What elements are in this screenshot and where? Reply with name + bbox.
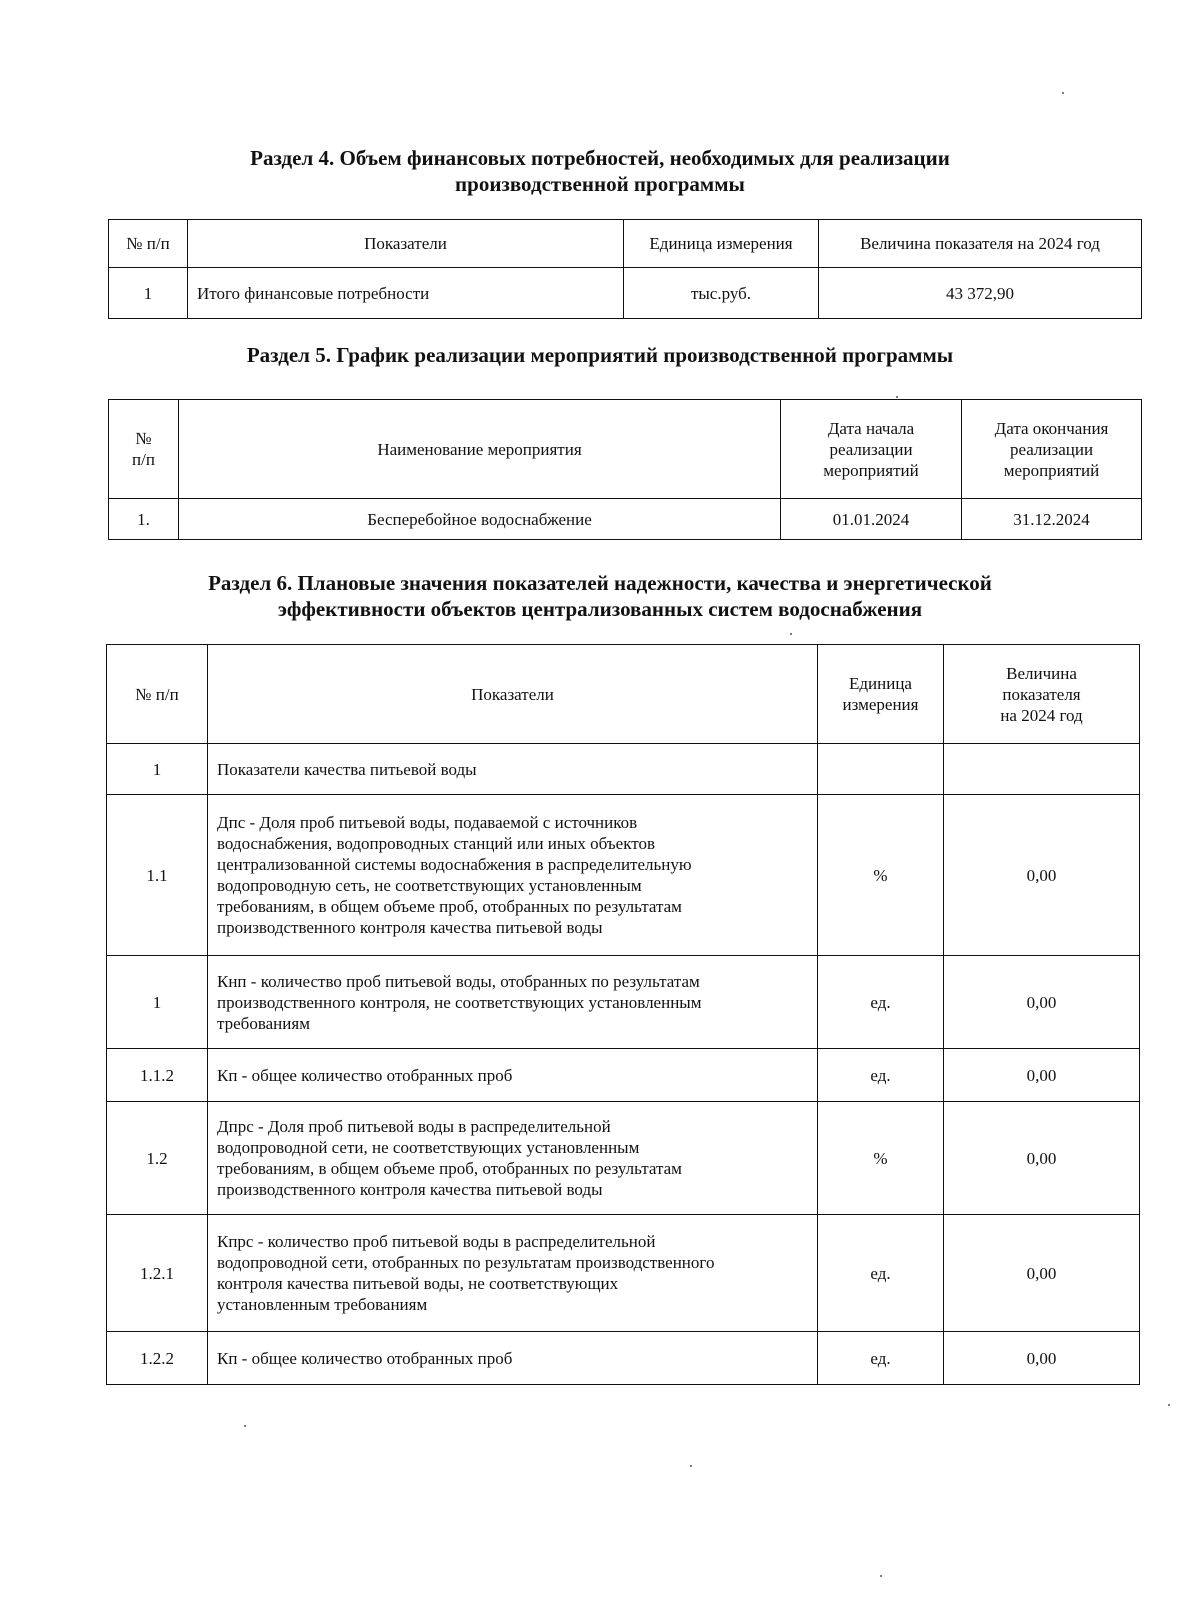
section4-title <box>100 145 1100 197</box>
section5-header-num <box>109 400 179 499</box>
header-end-line: реализации <box>1009 439 1094 459</box>
table-row <box>109 268 1142 319</box>
header-unit-line: измерения <box>842 695 919 714</box>
row-unit: ед. <box>818 956 944 1049</box>
scan-speck <box>880 1575 882 1577</box>
section6-header-num: № п/п <box>107 645 208 744</box>
indicator-line: контроля качества питьевой воды, не соответствующих <box>217 1274 619 1293</box>
section6-title-line1: Раздел 6. Плановые значения показателей надежности, качества и энергетической <box>208 571 992 595</box>
row-indicator <box>208 956 818 1049</box>
row-num: 1.2.2 <box>107 1332 208 1385</box>
row-num: 1. <box>109 499 179 540</box>
row-num: 1.1 <box>107 795 208 956</box>
row-indicator <box>208 1102 818 1215</box>
section4-table <box>108 219 1142 319</box>
row-indicator <box>208 744 818 795</box>
indicator-line: требованиям <box>217 1013 310 1033</box>
row-num: 1.2.1 <box>107 1215 208 1332</box>
section5-header-end <box>962 400 1142 499</box>
section5-header-start <box>781 400 962 499</box>
table-row <box>107 1332 1140 1385</box>
table-row <box>107 956 1140 1049</box>
section6-title-line2: эффективности объектов централизованных систем водоснабжения <box>277 597 923 621</box>
row-start-date: 01.01.2024 <box>781 499 962 540</box>
indicator-line: водоснабжения, водопроводных станций или иных объектов <box>217 834 655 853</box>
section5-header-row <box>109 400 1142 499</box>
row-unit: тыс.руб. <box>624 268 819 319</box>
table-row <box>107 1215 1140 1332</box>
section6-title <box>100 570 1100 622</box>
scan-speck <box>896 396 898 398</box>
indicator-line: Дпрс - Доля проб питьевой воды в распределительной <box>217 1117 611 1136</box>
section6-header-indicator: Показатели <box>208 645 818 744</box>
section4-header-unit: Единица измерения <box>624 220 819 268</box>
row-num: 1 <box>109 268 188 319</box>
header-start-line: Дата начала <box>827 418 915 438</box>
scan-speck <box>1062 92 1064 94</box>
header-value-line: Величина <box>1006 663 1077 683</box>
row-indicator <box>208 1049 818 1102</box>
table-row <box>107 1102 1140 1215</box>
indicator-line: Кп - общее количество отобранных проб <box>217 1348 513 1368</box>
row-value <box>944 744 1140 795</box>
header-end-line: мероприятий <box>1003 460 1100 480</box>
scan-speck <box>244 1425 246 1427</box>
indicator-line: требованиям, в общем объеме проб, отобранных по результатам <box>217 897 682 916</box>
row-value: 0,00 <box>944 1332 1140 1385</box>
header-num-line: п/п <box>132 450 155 469</box>
indicator-line: установленным требованиям <box>217 1295 428 1314</box>
section5-header-name: Наименование мероприятия <box>179 400 781 499</box>
row-num: 1.2 <box>107 1102 208 1215</box>
row-indicator <box>208 795 818 956</box>
header-value-line: на 2024 год <box>1000 705 1083 725</box>
section6-header-row <box>107 645 1140 744</box>
row-value: 43 372,90 <box>819 268 1142 319</box>
row-unit: % <box>818 1102 944 1215</box>
section4-title-line1: Раздел 4. Объем финансовых потребностей, необходимых для реализации <box>250 146 950 170</box>
section6-header-unit <box>818 645 944 744</box>
row-value: 0,00 <box>944 956 1140 1049</box>
indicator-line: водопроводной сети, не соответствующих установленным <box>217 1138 640 1157</box>
row-num: 1.1.2 <box>107 1049 208 1102</box>
row-value: 0,00 <box>944 1049 1140 1102</box>
row-indicator <box>208 1332 818 1385</box>
row-unit <box>818 744 944 795</box>
header-num-line: № <box>135 429 152 448</box>
section4-header-value: Величина показателя на 2024 год <box>819 220 1142 268</box>
table-row <box>107 795 1140 956</box>
indicator-line: централизованной системы водоснабжения в распределительную <box>217 855 692 874</box>
table-row <box>107 744 1140 795</box>
header-unit-line: Единица <box>849 674 912 693</box>
row-unit: % <box>818 795 944 956</box>
row-unit: ед. <box>818 1215 944 1332</box>
indicator-line: водопроводную сеть, не соответствующих установленным <box>217 876 642 895</box>
header-start-line: мероприятий <box>823 460 919 480</box>
scan-speck <box>1168 1404 1170 1406</box>
indicator-line: Кпрс - количество проб питьевой воды в распределительной <box>217 1232 656 1251</box>
table-row <box>107 1049 1140 1102</box>
indicator-line: Кнп - количество проб питьевой воды, отобранных по результатам <box>217 971 700 991</box>
row-end-date: 31.12.2024 <box>962 499 1142 540</box>
section4-header-indicator: Показатели <box>188 220 624 268</box>
row-value: 0,00 <box>944 795 1140 956</box>
section4-title-line2: производственной программы <box>455 172 745 196</box>
scan-speck <box>790 633 792 635</box>
section4-header-row <box>109 220 1142 268</box>
section5-title-text: Раздел 5. График реализации мероприятий производственной программы <box>246 343 954 367</box>
row-indicator: Итого финансовые потребности <box>188 268 624 319</box>
row-name: Бесперебойное водоснабжение <box>179 499 781 540</box>
indicator-line: производственного контроля, не соответствующих установленным <box>217 992 702 1012</box>
indicator-line: производственного контроля качества питьевой воды <box>217 1180 603 1199</box>
row-unit: ед. <box>818 1332 944 1385</box>
row-value: 0,00 <box>944 1215 1140 1332</box>
indicator-line: Показатели качества питьевой воды <box>217 759 477 779</box>
section6-header-value <box>944 645 1140 744</box>
indicator-line: требованиям, в общем объеме проб, отобранных по результатам <box>217 1159 682 1178</box>
row-num: 1 <box>107 956 208 1049</box>
indicator-line: Кп - общее количество отобранных проб <box>217 1065 513 1085</box>
section4-header-num: № п/п <box>109 220 188 268</box>
row-num: 1 <box>107 744 208 795</box>
header-value-line: показателя <box>1002 684 1081 704</box>
header-start-line: реализации <box>829 439 913 459</box>
scan-speck <box>690 1465 692 1467</box>
row-value: 0,00 <box>944 1102 1140 1215</box>
header-end-line: Дата окончания <box>994 418 1109 438</box>
table-row <box>109 499 1142 540</box>
section5-title <box>100 342 1100 368</box>
indicator-line: Дпс - Доля проб питьевой воды, подаваемой с источников <box>217 813 638 832</box>
section5-table <box>108 399 1142 540</box>
indicator-line: производственного контроля качества питьевой воды <box>217 918 603 937</box>
indicator-line: водопроводной сети, отобранных по результатам производственного <box>217 1253 715 1272</box>
section6-table <box>106 644 1140 1385</box>
row-unit: ед. <box>818 1049 944 1102</box>
row-indicator <box>208 1215 818 1332</box>
